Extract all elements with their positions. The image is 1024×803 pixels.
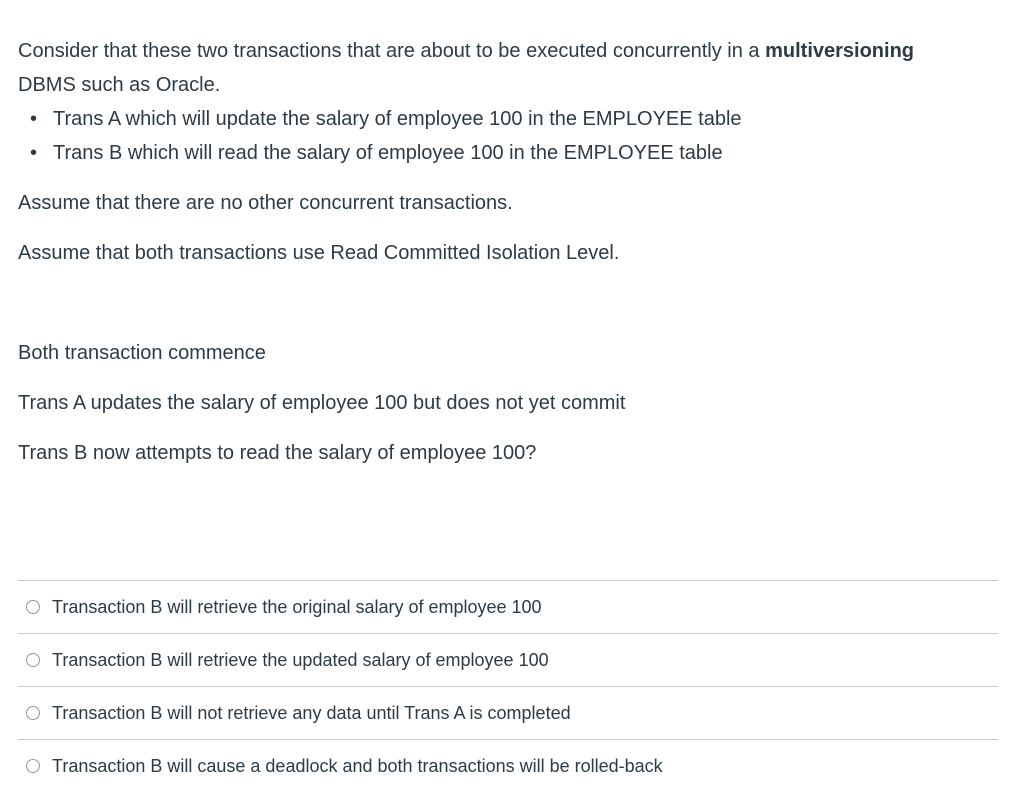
answer-option-1[interactable] (18, 581, 998, 634)
answer-label[interactable]: Transaction B will retrieve the original salary of employee 100 (52, 596, 542, 617)
radio-button[interactable] (26, 600, 40, 614)
intro-bold-term: multiversioning (765, 40, 915, 62)
radio-button[interactable] (26, 653, 40, 667)
step-2: Trans A updates the salary of employee 100 but does not yet commit (18, 392, 626, 414)
answer-label[interactable]: Transaction B will not retrieve any data until Trans A is completed (52, 702, 571, 723)
list-item (18, 136, 1008, 170)
step-1: Both transaction commence (18, 342, 266, 364)
question-text (18, 34, 1008, 470)
transaction-a-text: Trans A which will update the salary of employee 100 in the EMPLOYEE table (53, 108, 742, 130)
answer-option-2[interactable] (18, 634, 998, 687)
bullet-icon: • (30, 108, 38, 130)
list-item (18, 102, 1008, 136)
bullet-icon: • (30, 142, 38, 164)
answer-label[interactable]: Transaction B will retrieve the updated salary of employee 100 (52, 649, 549, 670)
answer-options (18, 580, 998, 792)
assumption-1: Assume that there are no other concurrent transactions. (18, 192, 513, 214)
intro-part2: DBMS such as Oracle. (18, 74, 221, 96)
answer-option-3[interactable] (18, 687, 998, 740)
answer-label[interactable]: Transaction B will cause a deadlock and both transactions will be rolled-back (52, 755, 663, 776)
radio-button[interactable] (26, 706, 40, 720)
transaction-b-text: Trans B which will read the salary of employee 100 in the EMPLOYEE table (53, 142, 723, 164)
transaction-list (18, 102, 1008, 170)
step-3: Trans B now attempts to read the salary of employee 100? (18, 442, 537, 464)
answer-option-4[interactable] (18, 740, 998, 792)
assumption-2: Assume that both transactions use Read Committed Isolation Level. (18, 242, 620, 264)
question-intro (18, 34, 1008, 102)
intro-part1: Consider that these two transactions that are about to be executed concurrently in a (18, 40, 766, 62)
radio-button[interactable] (26, 759, 40, 773)
